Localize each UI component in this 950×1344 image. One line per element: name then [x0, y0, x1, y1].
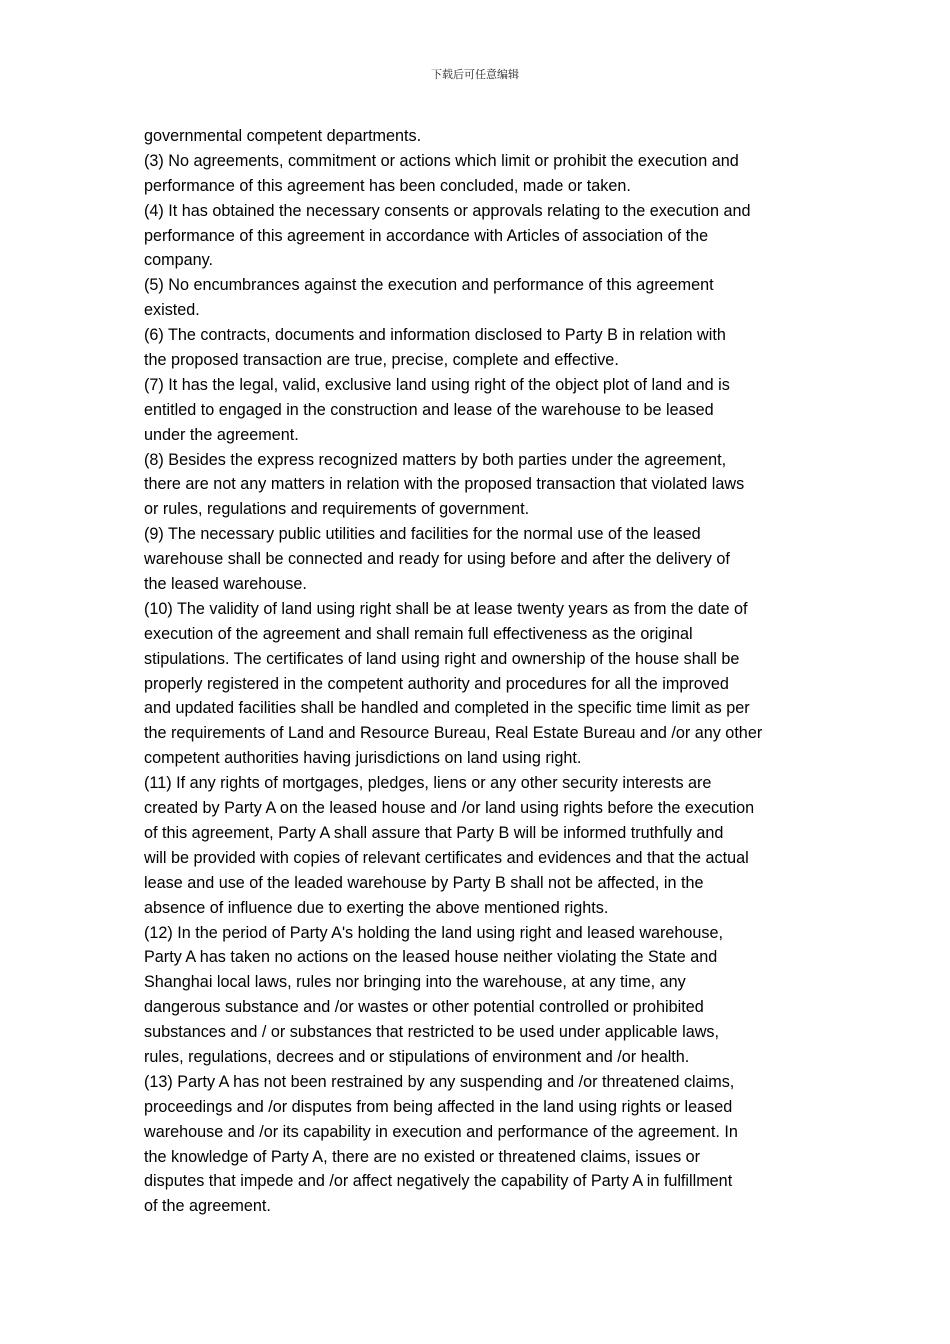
text-line: competent authorities having jurisdictions on land using right. — [144, 749, 582, 768]
text-line: dangerous substance and /or wastes or other potential controlled or prohibited — [144, 998, 704, 1017]
text-line: (10) The validity of land using right shall be at lease twenty years as from the date of — [144, 599, 748, 618]
text-line: there are not any matters in relation with the proposed transaction that violated laws — [144, 475, 745, 494]
text-line: of the agreement. — [144, 1197, 271, 1216]
text-line: rules, regulations, decrees and or stipulations of environment and /or health. — [144, 1047, 690, 1066]
page-header: 下载后可任意编辑 — [431, 68, 519, 81]
text-line: Party A has taken no actions on the leased house neither violating the State and — [144, 948, 718, 967]
text-line: the proposed transaction are true, precise, complete and effective. — [144, 351, 619, 370]
text-line: (6) The contracts, documents and information disclosed to Party B in relation with — [144, 326, 726, 345]
text-line: created by Party A on the leased house and /or land using rights before the execution — [144, 799, 755, 818]
text-line: (13) Party A has not been restrained by any suspending and /or threatened claims, — [144, 1072, 735, 1091]
text-line: performance of this agreement has been concluded, made or taken. — [144, 176, 631, 195]
text-line: substances and / or substances that restricted to be used under applicable laws, — [144, 1023, 719, 1042]
text-line: properly registered in the competent authority and procedures for all the improved — [144, 674, 729, 693]
text-line: existed. — [144, 301, 200, 320]
text-line: performance of this agreement in accordance with Articles of association of the — [144, 226, 709, 245]
text-line: absence of influence due to exerting the above mentioned rights. — [144, 898, 609, 917]
text-line: the leased warehouse. — [144, 575, 307, 594]
text-line: lease and use of the leaded warehouse by Party B shall not be affected, in the — [144, 873, 704, 892]
text-line: warehouse shall be connected and ready for using before and after the delivery of — [144, 550, 730, 569]
text-line: or rules, regulations and requirements of government. — [144, 500, 530, 519]
text-line: (11) If any rights of mortgages, pledges, liens or any other security interests are — [144, 774, 712, 793]
text-line: and updated facilities shall be handled and completed in the specific time limit as per — [144, 699, 750, 718]
text-line: (7) It has the legal, valid, exclusive land using right of the object plot of land and is — [144, 375, 730, 394]
text-line: (4) It has obtained the necessary consents or approvals relating to the execution and — [144, 201, 751, 220]
text-line: entitled to engaged in the construction and lease of the warehouse to be leased — [144, 400, 714, 419]
text-line: disputes that impede and /or affect negatively the capability of Party A in fulfillment — [144, 1172, 733, 1191]
text-line: Shanghai local laws, rules nor bringing into the warehouse, at any time, any — [144, 973, 686, 992]
text-line: governmental competent departments. — [144, 127, 422, 145]
text-line: (5) No encumbrances against the execution and performance of this agreement — [144, 276, 714, 295]
text-line: the requirements of Land and Resource Bureau, Real Estate Bureau and /or any other — [144, 724, 763, 743]
text-line: execution of the agreement and shall remain full effectiveness as the original — [144, 624, 693, 643]
text-line: (12) In the period of Party A's holding the land using right and leased warehouse, — [144, 923, 724, 942]
text-line: (8) Besides the express recognized matters by both parties under the agreement, — [144, 450, 727, 469]
text-line: (3) No agreements, commitment or actions which limit or prohibit the execution and — [144, 151, 739, 170]
text-line: company. — [144, 251, 213, 270]
text-line: of this agreement, Party A shall assure that Party B will be informed truthfully and — [144, 823, 724, 842]
text-line: warehouse and /or its capability in execution and performance of the agreement. In — [144, 1122, 738, 1141]
text-line: will be provided with copies of relevant certificates and evidences and that the actual — [144, 848, 749, 867]
text-line: the knowledge of Party A, there are no existed or threatened claims, issues or — [144, 1147, 701, 1166]
text-line: stipulations. The certificates of land using right and ownership of the house shall be — [144, 649, 740, 668]
text-line: proceedings and /or disputes from being affected in the land using rights or leased — [144, 1097, 733, 1116]
text-line: (9) The necessary public utilities and facilities for the normal use of the leased — [144, 525, 701, 544]
document-body — [144, 124, 810, 1219]
text-line: under the agreement. — [144, 425, 299, 444]
